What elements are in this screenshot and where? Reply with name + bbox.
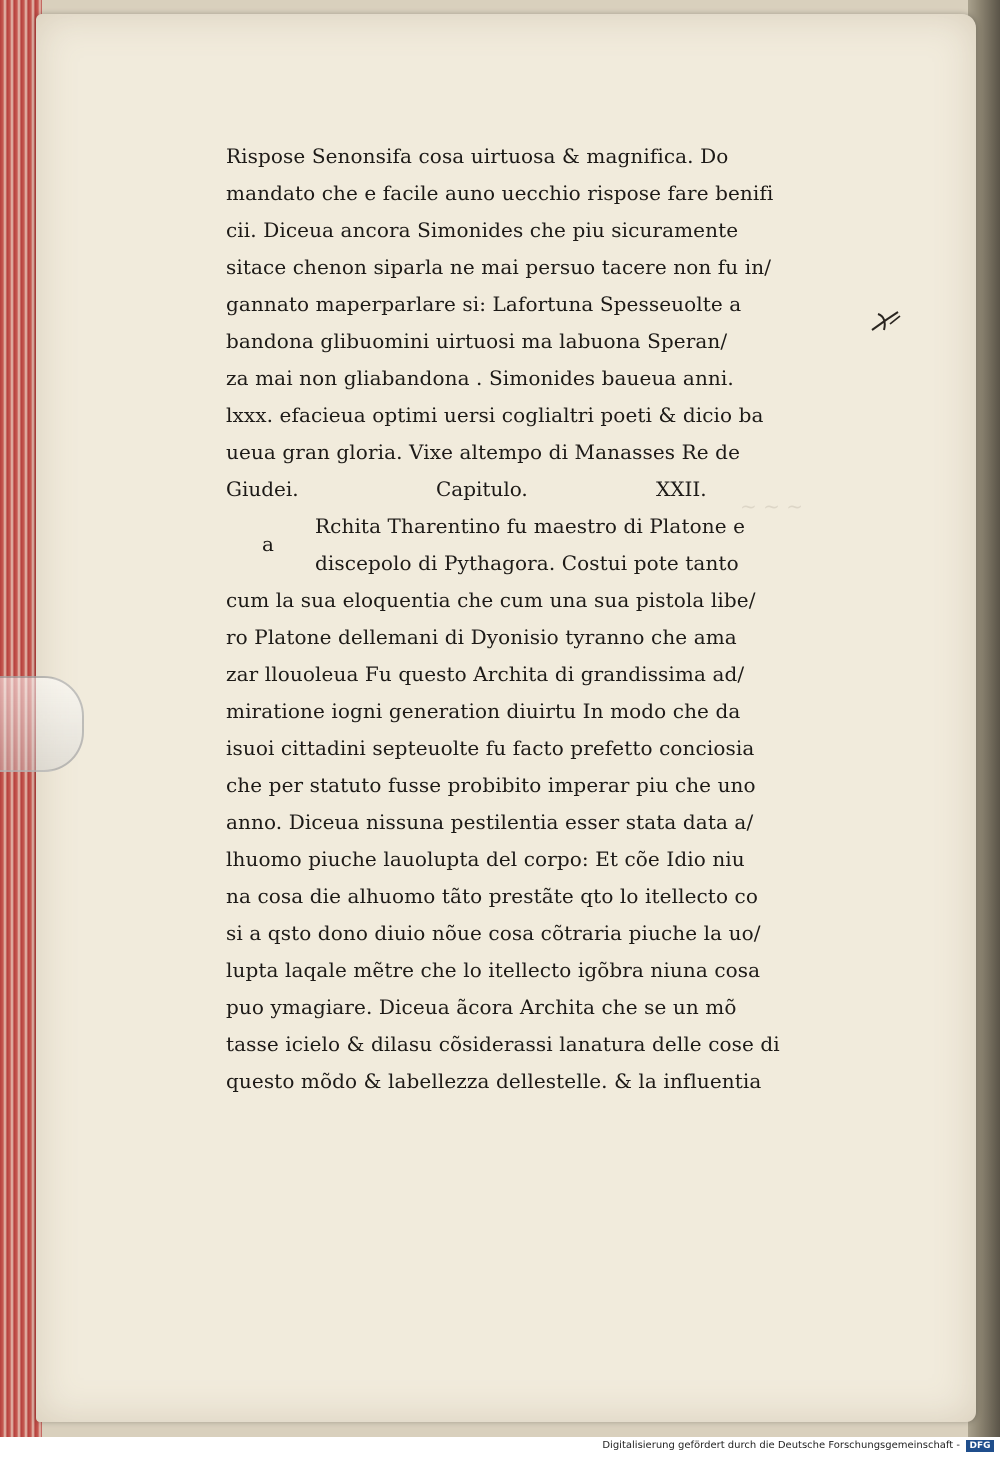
show-through: ~ ~ ~	[740, 494, 803, 518]
text-line: cii. Diceua ancora Simonides che piu sicuramente	[226, 218, 739, 242]
chapter-number: XXII.	[656, 477, 707, 501]
chapter-heading	[226, 471, 866, 508]
text-line: bandona glibuomini uirtuosi ma labuona Speran/	[226, 329, 728, 353]
text-line: mandato che e facile auno uecchio rispose fare benifi	[226, 181, 774, 205]
text-line: ro Platone dellemani di Dyonisio tyranno che ama	[226, 625, 737, 649]
text-line: cum la sua eloquentia che cum una sua pistola libe/	[226, 588, 756, 612]
text-line: lupta laqale mẽtre che lo itellecto igõbra niuna cosa	[226, 958, 761, 982]
text-line: Rispose Senonsifa cosa uirtuosa & magnifica. Do	[226, 144, 729, 168]
text-line: che per statuto fusse probibito imperar piu che uno	[226, 773, 756, 797]
footer-bar	[0, 1437, 1000, 1457]
guide-letter: a	[262, 532, 274, 556]
heading-prefix: Giudei.	[226, 477, 299, 501]
chapter-label: Capitulo.	[436, 477, 528, 501]
body-text	[226, 138, 866, 1100]
dfg-logo: DFG	[966, 1440, 994, 1452]
text-line: questo mõdo & labellezza dellestelle. & la influentia	[226, 1069, 762, 1093]
page-clip	[0, 676, 84, 772]
text-line: Rchita Tharentino fu maestro di Platone e	[315, 514, 746, 538]
text-line: sitace chenon siparla ne mai persuo tacere non fu in/	[226, 255, 772, 279]
text-line: discepolo di Pythagora. Costui pote tanto	[315, 551, 739, 575]
text-line: na cosa die alhuomo tãto prestãte qto lo itellecto co	[226, 884, 758, 908]
text-line: lxxx. efacieua optimi uersi coglialtri poeti & dicio ba	[226, 403, 764, 427]
text-line: puo ymagiare. Diceua ãcora Archita che se un mõ	[226, 995, 737, 1019]
text-line: si a qsto dono diuio nõue cosa cõtraria piuche la uo/	[226, 921, 761, 945]
text-line: isuoi cittadini septeuolte fu facto prefetto conciosia	[226, 736, 755, 760]
text-line: tasse icielo & dilasu cõsiderassi lanatura delle cose di	[226, 1032, 780, 1056]
text-line: anno. Diceua nissuna pestilentia esser stata data a/	[226, 810, 754, 834]
text-line: zar llouoleua Fu questo Archita di grandissima ad/	[226, 662, 745, 686]
text-line: ueua gran gloria. Vixe altempo di Manasses Re de	[226, 440, 740, 464]
digitization-credit: Digitalisierung gefördert durch die Deutsche Forschungsgemeinschaft -	[602, 1440, 960, 1451]
text-line: miratione iogni generation diuirtu In modo che da	[226, 699, 741, 723]
margin-mark-icon	[868, 306, 902, 336]
text-line: za mai non gliabandona . Simonides baueua anni.	[226, 366, 734, 390]
text-line: lhuomo piuche lauolupta del corpo: Et cõe Idio niu	[226, 847, 745, 871]
text-line: gannato maperparlare si: Lafortuna Spesseuolte a	[226, 292, 742, 316]
